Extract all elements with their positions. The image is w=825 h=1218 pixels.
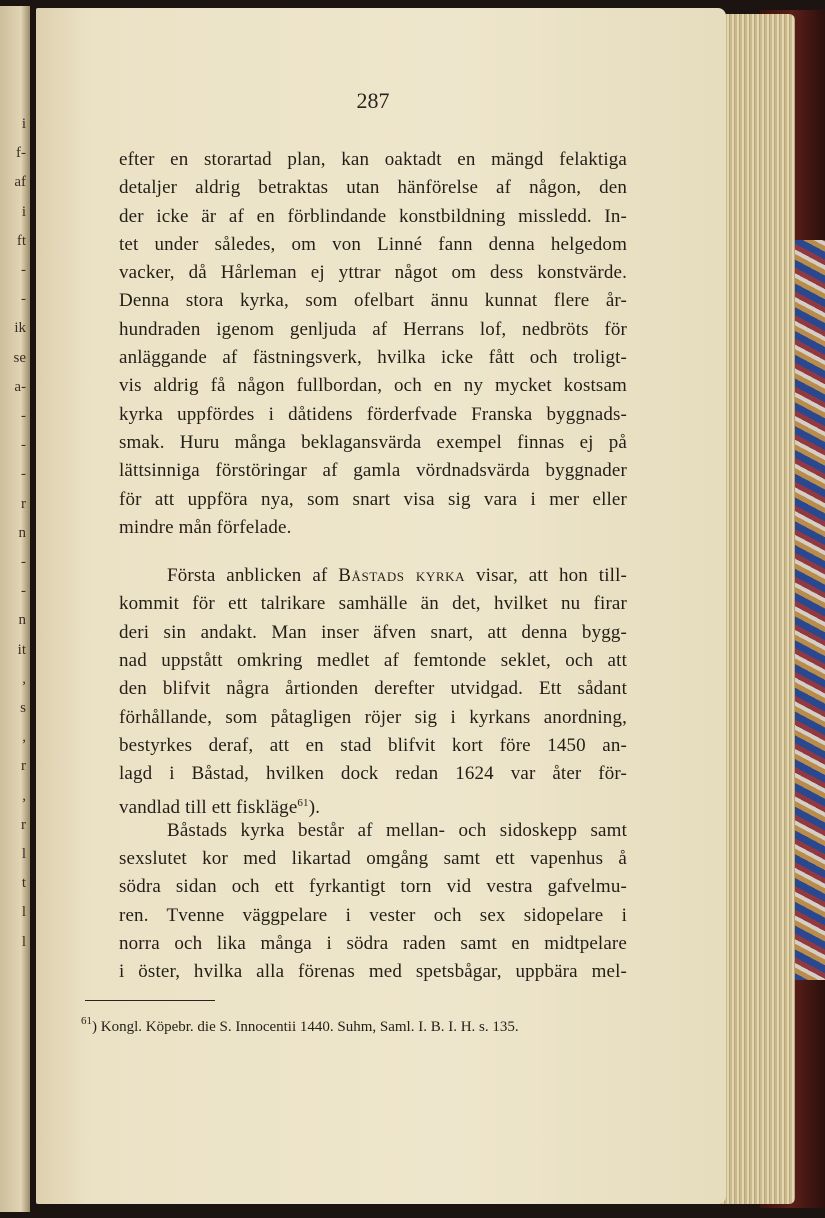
text-line: anläggande af fästningsverk, hvilka icke fått och troligt-: [119, 347, 627, 369]
body-text: [119, 146, 627, 987]
text-line: deri sin andakt. Man inser äfven snart, att denna bygg-: [119, 621, 627, 643]
text-line: ren. Tvenne väggpelare i vester och sex sidopelare i: [119, 904, 627, 926]
text-line: vacker, då Hårleman ej yttrar något om dess konstvärde.: [119, 262, 627, 284]
margin-fragment: t: [21, 875, 26, 892]
text-line: detaljer aldrig betraktas utan hänförelse af någon, den: [119, 177, 627, 199]
text-line: södra sidan och ett fyrkantigt torn vid vestra gafvelmu-: [119, 876, 627, 898]
text-line: i öster, hvilka alla förenas med spetsbågar, uppbära mel-: [119, 961, 627, 983]
margin-fragment: r: [21, 495, 26, 512]
page-edges: [715, 14, 795, 1204]
margin-fragment: s: [20, 700, 26, 717]
margin-fragment: af: [14, 174, 26, 191]
margin-fragment: i: [21, 203, 26, 220]
margin-fragment: f-: [16, 145, 26, 162]
margin-fragment: n: [18, 524, 26, 541]
margin-fragment: r: [21, 816, 26, 833]
margin-fragment: a-: [14, 378, 26, 395]
footnote-number: 61: [81, 1015, 92, 1027]
text-line: Båstads kyrka består af mellan- och sidoskepp samt: [167, 819, 627, 841]
footnote-reference: 61: [297, 796, 309, 809]
church-name: Båstads kyrka: [338, 565, 466, 587]
text-line: den blifvit några årtionden derefter utvidgad. Ett sådant: [119, 678, 627, 700]
text-line: kyrka uppfördes i dåtidens förderfvade Franska byggnads-: [119, 403, 627, 425]
text-line: smak. Huru många beklagansvärda exempel finnas ej på: [119, 431, 627, 453]
footnote-rule: [85, 1000, 215, 1001]
margin-fragment: ik: [14, 320, 26, 337]
margin-fragment: ,: [22, 729, 26, 746]
paragraph-3: [119, 817, 627, 987]
margin-fragment: ,: [22, 787, 26, 804]
text-line: norra och lika många i södra raden samt en midtpelare: [119, 933, 627, 955]
margin-fragment: i: [21, 116, 26, 132]
margin-fragment: -: [21, 466, 26, 483]
text-line: lagd i Båstad, hvilken dock redan 1624 var åter för-: [119, 763, 627, 785]
margin-fragment: se: [13, 349, 26, 366]
margin-fragment: -: [21, 554, 26, 571]
text-line: mindre mån förfelade.: [119, 516, 292, 538]
margin-fragment: -: [21, 262, 26, 279]
text-line: tet under således, om von Linné fann denna helgedom: [119, 233, 627, 255]
text-line: vis aldrig få någon fullbordan, och en ny mycket kostsam: [119, 375, 627, 397]
text-line: Första anblicken af Båstads kyrka visar, att hon till-: [167, 565, 627, 587]
margin-fragment: l: [21, 933, 26, 950]
text-line: der icke är af en förblindande konstbildning missledd. In-: [119, 205, 627, 227]
margin-fragment: it: [17, 641, 26, 658]
text-line: nad uppstått omkring medlet af femtonde seklet, och att: [119, 650, 627, 672]
footnote: [81, 1015, 596, 1036]
text-line: kommit för ett talrikare samhälle än det, hvilket nu firar: [119, 593, 627, 615]
margin-fragment: -: [21, 583, 26, 600]
text-line: sexslutet kor med likartad omgång samt ett vapenhus å: [119, 848, 627, 870]
page-number: 287: [356, 88, 390, 113]
margin-fragment: n: [18, 612, 26, 629]
margin-fragment: -: [21, 437, 26, 454]
previous-page-margin-text: [0, 110, 26, 1050]
text-line: lättsinniga förstöringar af gamla vördnadsvärda byggnader: [119, 460, 627, 482]
text-line: för att uppföra nya, som snart visa sig vara i mer eller: [119, 488, 627, 510]
margin-fragment: r: [21, 758, 26, 775]
margin-fragment: ,: [22, 670, 26, 687]
footnote-text: ) Kongl. Köpebr. die S. Innocentii 1440. Suhm, Saml. I. B. I. H. s. 135.: [92, 1019, 519, 1035]
text-line: hundraden igenom genljuda af Herrans lof, nedbröts för: [119, 318, 627, 340]
text-line: vandlad till ett fiskläge$^{61}$).: [119, 796, 321, 818]
margin-fragment: -: [21, 408, 26, 425]
text-line: bestyrkes deraf, att en stad blifvit kort före 1450 an-: [119, 734, 627, 756]
text-line: förhållande, som påtagligen röjer sig i kyrkans anordning,: [119, 706, 627, 728]
margin-fragment: ft: [16, 232, 26, 249]
text-line: Denna stora kyrka, som ofelbart ännu kunnat flere år-: [119, 290, 627, 312]
marbled-endpaper: [793, 240, 825, 980]
text-line: efter en storartad plan, kan oaktadt en mängd felaktiga: [119, 149, 627, 170]
margin-fragment: l: [21, 846, 26, 863]
paragraph-1: [119, 146, 627, 542]
margin-fragment: -: [21, 291, 26, 308]
paragraph-2: [119, 562, 627, 817]
margin-fragment: l: [21, 904, 26, 921]
